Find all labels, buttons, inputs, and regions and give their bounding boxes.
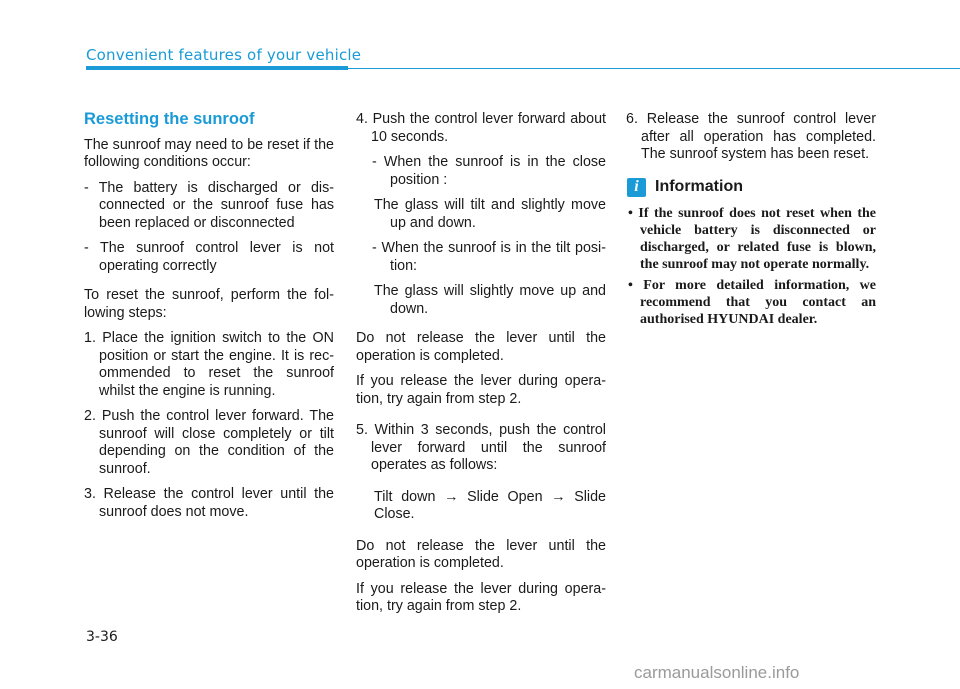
step-item: 5. Within 3 seconds, push the control lever forward until the sunroof operates as follows:	[356, 422, 606, 473]
step-item: 1. Place the ignition switch to the ON position or start the engine. It is rec-ommended to reset the sunroof whilst the engine is running.	[84, 330, 334, 399]
note-text: Do not release the lever until the operation is completed.	[356, 537, 606, 571]
sub-condition-text: The glass will tilt and slightly move up and down.	[374, 197, 606, 231]
information-item: • For more detailed information, we recommend that you contact an authorised HYUNDAI dealer.	[628, 277, 876, 327]
sequence-text: Tilt down → Slide Open → Slide Close.	[374, 488, 606, 522]
step-item: 2. Push the control lever forward. The sunroof will close completely or tilt depending on the condition of the sunroof.	[84, 408, 334, 477]
step-item: 4. Push the control lever forward about 10 seconds.	[356, 111, 606, 145]
information-list	[626, 205, 876, 328]
column-left	[84, 111, 334, 529]
information-title: Information	[655, 178, 743, 196]
section-title: Resetting the sunroof	[84, 110, 255, 128]
note-text: If you release the lever during opera-tion, try again from step 2.	[356, 373, 606, 407]
sub-condition: - When the sunroof is in the close position :	[372, 154, 606, 188]
condition-item: - The battery is discharged or dis-connected or the sunroof fuse has been replaced or disconnected	[84, 179, 334, 231]
reset-intro: To reset the sunroof, perform the fol-lowing steps:	[84, 287, 334, 321]
note-text: Do not release the lever until the operation is completed.	[356, 330, 606, 364]
page-number: 3-36	[86, 629, 118, 645]
note-text: If you release the lever during opera-tion, try again from step 2.	[356, 580, 606, 614]
sub-condition-text: The glass will slightly move up and down.	[374, 283, 606, 317]
column-right	[626, 111, 876, 332]
condition-item: - The sunroof control lever is not operating correctly	[84, 240, 334, 274]
information-item: • If the sunroof does not reset when the vehicle battery is disconnected or discharged, or related fuse is blown, the sunroof may not operate normally.	[628, 205, 876, 272]
info-icon: i	[627, 178, 646, 197]
watermark-link[interactable]: carmanualsonline.info	[634, 663, 800, 682]
header-title: Convenient features of your vehicle	[86, 46, 362, 64]
column-middle	[356, 111, 606, 624]
header-rule-thin	[348, 68, 960, 69]
step-item: 6. Release the sunroof control lever after all operation has completed. The sunroof system has been reset.	[626, 111, 876, 162]
step-item: 3. Release the control lever until the sunroof does not move.	[84, 486, 334, 520]
sub-condition: - When the sunroof is in the tilt posi-tion:	[372, 240, 606, 274]
information-header	[626, 178, 876, 197]
header-rule-thick	[86, 66, 348, 70]
intro-text: The sunroof may need to be reset if the following conditions occur:	[84, 136, 334, 170]
